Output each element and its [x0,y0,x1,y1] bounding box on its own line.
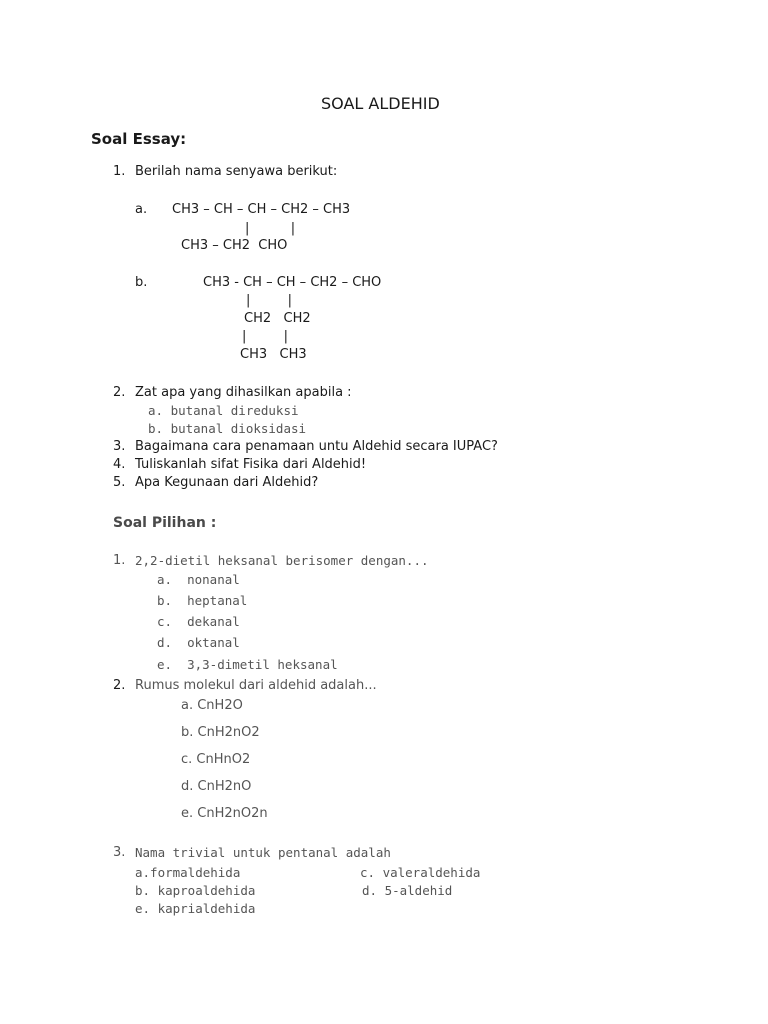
question-text: Rumus molekul dari aldehid adalah... [135,678,377,693]
page-title: SOAL ALDEHID [321,94,440,113]
question-text: Berilah nama senyawa berikut: [135,164,338,179]
choice-option: c. valeraldehida [360,865,481,880]
choice-option: b. kaproaldehida [135,883,256,898]
choice-option: c. dekanal [157,614,240,629]
choice-option: b. CnH2nO2 [181,725,260,740]
sub-question: b. butanal dioksidasi [148,421,307,436]
choice-option: a.formaldehida [135,865,241,880]
option-label: a. [135,202,148,217]
choice-option: d. oktanal [157,635,240,650]
question-text: Tuliskanlah sifat Fisika dari Aldehid! [135,457,367,472]
structure-branches: CH3 CH3 [240,347,307,362]
question-text: Zat apa yang dihasilkan apabila : [135,385,352,400]
structure-bonds: | | [242,329,288,344]
section-heading-pilihan: Soal Pilihan : [113,515,217,531]
sub-question: a. butanal direduksi [148,403,299,418]
structure-branches: CH2 CH2 [244,311,311,326]
question-text: Bagaimana cara penamaan untu Aldehid secara IUPAC? [135,439,498,454]
question-number: 2. [113,678,126,693]
section-heading-essay: Soal Essay: [91,130,187,148]
question-number: 3. [113,845,126,860]
choice-option: e. CnH2nO2n [181,806,268,821]
structure-main-chain: CH3 – CH – CH – CH2 – CH3 [172,202,351,217]
question-number: 1. [113,164,126,179]
choice-option: e. kaprialdehida [135,901,256,916]
question-text: Apa Kegunaan dari Aldehid? [135,475,319,490]
structure-main-chain: CH3 - CH – CH – CH2 – CHO [203,275,382,290]
question-number: 5. [113,475,126,490]
question-number: 2. [113,385,126,400]
question-text: Nama trivial untuk pentanal adalah [135,845,391,860]
choice-option: a. nonanal [157,572,240,587]
structure-bonds: | | [246,293,292,308]
question-text: 2,2-dietil heksanal berisomer dengan... [135,553,429,568]
choice-option: e. 3,3-dimetil heksanal [157,657,338,672]
structure-branches: CH3 – CH2 CHO [181,238,288,253]
choice-option: a. CnH2O [181,698,243,713]
choice-option: d. CnH2nO [181,779,252,794]
question-number: 1. [113,553,126,568]
question-number: 4. [113,457,126,472]
question-number: 3. [113,439,126,454]
choice-option: d. 5-aldehid [362,883,453,898]
option-label: b. [135,275,148,290]
choice-option: c. CnHnO2 [181,752,251,767]
structure-bonds: | | [245,221,296,236]
choice-option: b. heptanal [157,593,248,608]
